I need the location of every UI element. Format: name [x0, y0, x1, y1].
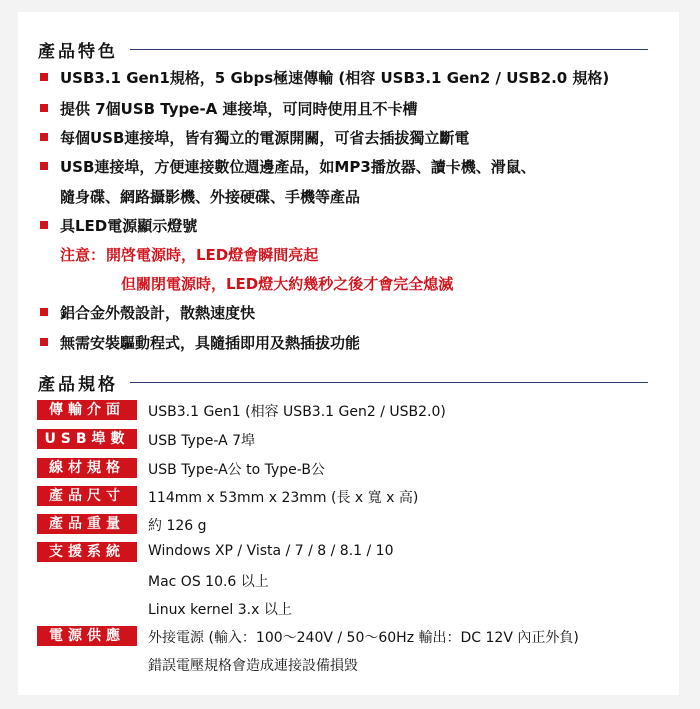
spec-value-power: 外接電源 (輸入：100～240V / 50～60Hz 輸出：DC 12V 內正外負)	[148, 630, 579, 646]
spec-label-cable: 線材規格	[37, 458, 137, 478]
specs-title: 產品規格	[38, 375, 118, 395]
note-label: 注意：	[60, 246, 106, 264]
specs-header	[38, 370, 648, 395]
feature-text: USB連接埠，方便連接數位週邊產品，如MP3播放器、讀卡機、滑鼠、	[60, 158, 536, 176]
spec-value-interface: USB3.1 Gen1 (相容 USB3.1 Gen2 / USB2.0)	[148, 404, 446, 420]
spec-value-dimensions: 114mm x 53mm x 23mm (長 x 寬 x 高)	[148, 490, 419, 506]
feature-text: 具LED電源顯示燈號	[60, 217, 198, 235]
note-line-2: 但關閉電源時，LED燈大約幾秒之後才會完全熄滅	[121, 275, 454, 293]
feature-item	[40, 215, 197, 236]
features-header	[38, 37, 648, 62]
spec-value-ports: USB Type-A 7埠	[148, 433, 256, 449]
spec-label-os: 支援系統	[37, 542, 137, 562]
spec-value-weight: 約 126 g	[148, 518, 207, 534]
note-line-1: 開啓電源時，LED燈會瞬間亮起	[106, 246, 319, 264]
feature-item	[40, 332, 360, 353]
spec-value-cable: USB Type-A公 to Type-B公	[148, 462, 325, 478]
bullet-square-icon	[40, 221, 48, 229]
spec-value-os: Windows XP / Vista / 7 / 8 / 8.1 / 10	[148, 543, 394, 559]
spec-label-interface: 傳輸介面	[37, 400, 137, 420]
feature-text: 鋁合金外殼設計，散熱速度快	[60, 304, 256, 322]
spec-label-dimensions: 產品尺寸	[37, 486, 137, 506]
features-divider	[130, 49, 648, 50]
feature-item	[40, 302, 255, 323]
feature-item	[40, 67, 609, 88]
feature-item	[40, 98, 418, 119]
spec-value-os-linux: Linux kernel 3.x 以上	[148, 602, 292, 618]
bullet-square-icon	[40, 308, 48, 316]
bullet-square-icon	[40, 133, 48, 141]
bullet-square-icon	[40, 104, 48, 112]
spec-value-os-mac: Mac OS 10.6 以上	[148, 574, 269, 590]
feature-text: 提供 7個USB Type-A 連接埠，可同時使用且不卡槽	[60, 100, 418, 118]
feature-item	[40, 156, 536, 177]
specs-divider	[130, 382, 648, 383]
feature-text: 每個USB連接埠，皆有獨立的電源開關，可省去插拔獨立斷電	[60, 129, 470, 147]
bullet-square-icon	[40, 162, 48, 170]
feature-text: USB3.1 Gen1規格，5 Gbps極速傳輸 (相容 USB3.1 Gen2 / USB2.0 規格)	[60, 69, 610, 87]
features-title: 產品特色	[38, 42, 118, 62]
feature-text: 無需安裝驅動程式，具隨插即用及熱插拔功能	[60, 334, 361, 352]
spec-value-power-warning: 錯誤電壓規格會造成連接設備損毀	[148, 658, 358, 674]
spec-label-ports: USB埠數	[37, 429, 137, 449]
spec-label-power: 電源供應	[37, 626, 137, 646]
bullet-square-icon	[40, 73, 48, 81]
spec-label-weight: 產品重量	[37, 514, 137, 534]
feature-item	[40, 127, 469, 148]
feature-item-continuation: 隨身碟、網路攝影機、外接硬碟、手機等產品	[60, 188, 361, 206]
bullet-square-icon	[40, 338, 48, 346]
